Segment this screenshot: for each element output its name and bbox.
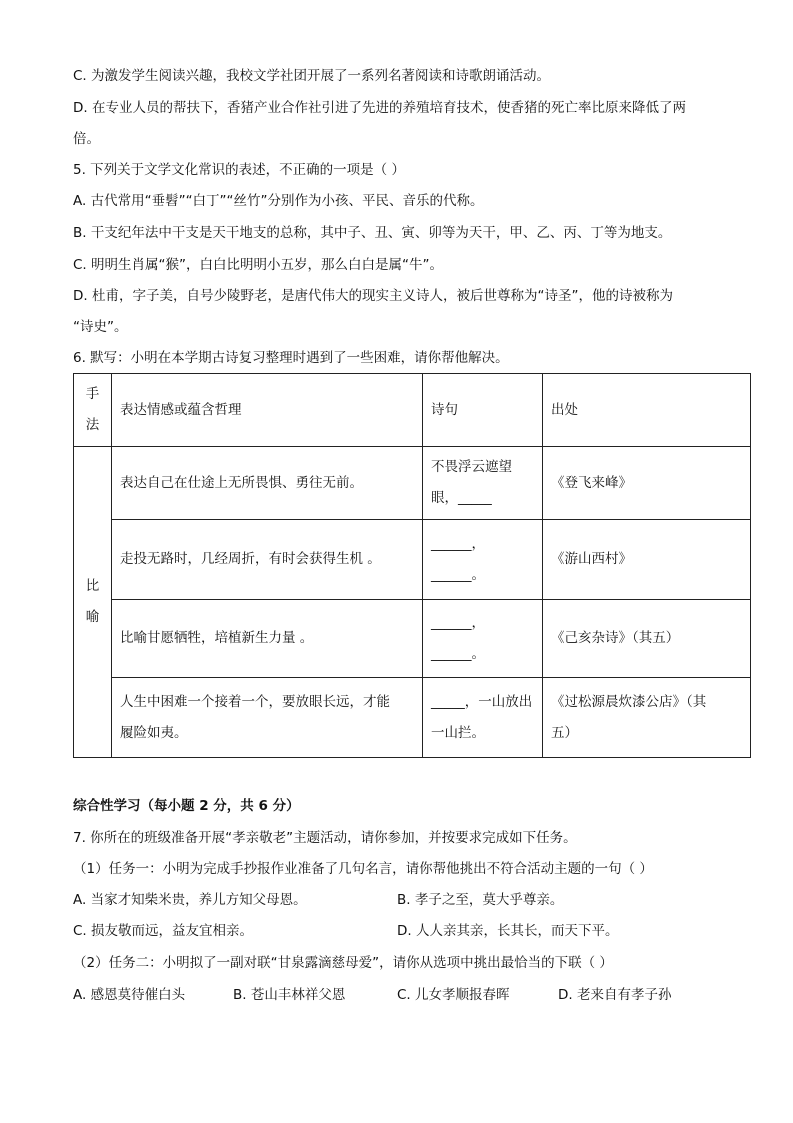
section-title: 综合性学习（每小题 2 分，共 6 分） bbox=[73, 798, 300, 814]
task1-option-b[interactable]: B. 孝子之至，莫大乎尊亲。 bbox=[397, 892, 564, 908]
table-row bbox=[74, 678, 751, 758]
q5-option-a: A. 古代常用“垂髫”“白丁”“丝竹”分别作为小孩、平民、音乐的代称。 bbox=[73, 193, 484, 209]
q7-task2: （2）任务二：小明拟了一副对联“甘泉露滴慈母爱”，请你从选项中挑出最恰当的下联（ ） bbox=[73, 955, 613, 971]
table-row bbox=[74, 447, 751, 520]
header-poem: 诗句 bbox=[423, 374, 543, 447]
poem-blank-2[interactable]: ______。 bbox=[431, 566, 485, 583]
q5-stem: 5. 下列关于文学文化常识的表述，不正确的一项是（ ） bbox=[73, 162, 405, 178]
poem-blank-1[interactable]: ______， bbox=[431, 614, 485, 631]
q7-task1: （1）任务一：小明为完成手抄报作业准备了几句名言，请你帮他挑出不符合活动主题的一句（ ） bbox=[73, 861, 653, 877]
q5-option-b: B. 干支纪年法中干支是天干地支的总称，其中子、丑、寅、卯等为天干，甲、乙、丙、丁等为地支。 bbox=[73, 225, 672, 241]
poem-blank-1[interactable]: ______， bbox=[431, 535, 485, 552]
poem-cell bbox=[423, 447, 543, 520]
header-method-char-1: 手 bbox=[85, 386, 100, 402]
header-method-char-2: 法 bbox=[85, 417, 100, 433]
table-row bbox=[74, 600, 751, 678]
poem-blank-2[interactable]: ______。 bbox=[431, 645, 485, 662]
q4-option-d-line1: D. 在专业人员的帮扶下，香猪产业合作社引进了先进的养殖培育技术，使香猪的死亡率比原来降低了两 bbox=[73, 100, 686, 116]
poem-cell bbox=[423, 600, 543, 678]
source-cell: 《游山西村》 bbox=[543, 520, 751, 600]
source-line-2: 五） bbox=[551, 724, 578, 741]
source-cell: 《己亥杂诗》（其五） bbox=[543, 600, 751, 678]
poem-cell bbox=[423, 678, 543, 758]
task1-option-d[interactable]: D. 人人亲其亲，长其长，而天下平。 bbox=[397, 923, 619, 939]
dictation-table bbox=[73, 373, 751, 758]
q5-option-d-line1: D. 杜甫，字子美，自号少陵野老，是唐代伟大的现实主义诗人，被后世尊称为“诗圣”，他的诗被称为 bbox=[73, 288, 673, 304]
task2-option-b[interactable]: B. 苍山丰林祥父恩 bbox=[233, 987, 346, 1003]
method-char-2: 喻 bbox=[85, 609, 100, 625]
table-row bbox=[74, 520, 751, 600]
poem-line-1[interactable]: _____，一山放出 bbox=[431, 693, 533, 710]
emotion-line-1: 人生中困难一个接着一个，要放眼长远，才能 bbox=[120, 693, 390, 710]
poem-line-1: 不畏浮云遮望 bbox=[431, 459, 512, 475]
task2-option-d[interactable]: D. 老来自有孝子孙 bbox=[558, 987, 672, 1003]
method-cell bbox=[74, 447, 112, 758]
source-line-1: 《过松源晨炊漆公店》（其 bbox=[551, 693, 707, 710]
header-method bbox=[74, 374, 112, 447]
task2-option-a[interactable]: A. 感恩莫待催白头 bbox=[73, 987, 186, 1003]
source-cell: 《登飞来峰》 bbox=[543, 447, 751, 520]
emotion-cell bbox=[112, 678, 423, 758]
task1-option-a[interactable]: A. 当家才知柴米贵，养儿方知父母恩。 bbox=[73, 892, 307, 908]
q5-option-c: C. 明明生肖属“猴”，白白比明明小五岁，那么白白是属“牛”。 bbox=[73, 257, 443, 273]
q4-option-c: C. 为激发学生阅读兴趣，我校文学社团开展了一系列名著阅读和诗歌朗诵活动。 bbox=[73, 68, 551, 84]
poem-cell bbox=[423, 520, 543, 600]
emotion-cell: 走投无路时，几经周折，有时会获得生机 。 bbox=[112, 520, 423, 600]
header-emotion: 表达情感或蕴含哲理 bbox=[112, 374, 423, 447]
emotion-line-2: 履险如夷。 bbox=[120, 724, 188, 741]
task1-option-c[interactable]: C. 损友敬而远，益友宜相亲。 bbox=[73, 923, 254, 939]
q5-option-d-line2: “诗史”。 bbox=[73, 319, 128, 335]
source-cell bbox=[543, 678, 751, 758]
poem-line-2: 一山拦。 bbox=[431, 724, 485, 741]
q6-stem: 6. 默写：小明在本学期古诗复习整理时遇到了一些困难，请你帮他解决。 bbox=[73, 350, 509, 366]
table-header-row bbox=[74, 374, 751, 447]
emotion-cell: 比喻甘愿牺牲，培植新生力量 。 bbox=[112, 600, 423, 678]
poem-line-2[interactable]: 眼，_____ bbox=[431, 490, 492, 506]
task2-option-c[interactable]: C. 儿女孝顺报春晖 bbox=[397, 987, 510, 1003]
method-char-1: 比 bbox=[85, 578, 100, 594]
q7-stem: 7. 你所在的班级准备开展“孝亲敬老”主题活动，请你参加，并按要求完成如下任务。 bbox=[73, 830, 577, 846]
emotion-cell: 表达自己在仕途上无所畏惧、勇往无前。 bbox=[112, 447, 423, 520]
q4-option-d-line2: 倍。 bbox=[73, 131, 100, 147]
header-source: 出处 bbox=[543, 374, 751, 447]
